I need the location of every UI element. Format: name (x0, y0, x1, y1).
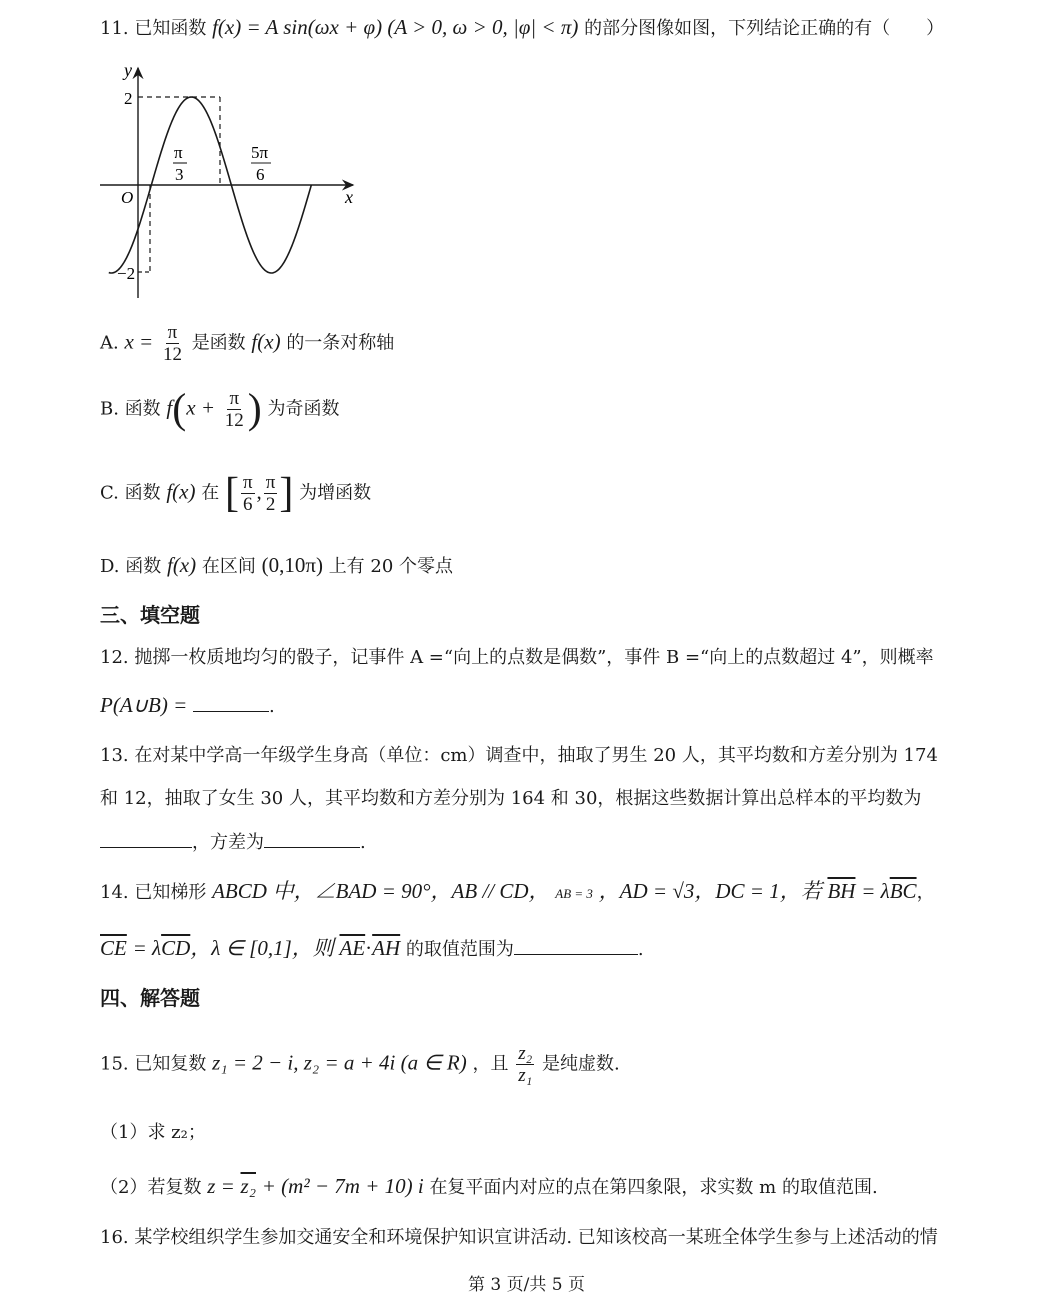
q12-end: . (269, 696, 275, 717)
option-c-in: 在 (201, 482, 220, 504)
option-b-text: 函数 (124, 398, 161, 420)
q13-line1: 13. 在对某中学高一年级学生身高（单位：cm）调查中，抽取了男生 20 人，其平均数和方差分别为 174 (100, 745, 938, 766)
bracket-open: [ (224, 470, 239, 517)
bracket-close: ] (279, 470, 294, 517)
q15-frac (516, 1043, 534, 1086)
q11-option-b (100, 388, 339, 431)
q15-part2 (100, 1173, 878, 1201)
q15-p2-z: z = (207, 1174, 235, 1198)
q15-p2-tail: 在复平面内对应的点在第四象限，求实数 m 的取值范围. (429, 1177, 878, 1198)
frac-den: 12 (162, 344, 182, 365)
y-min-label: −2 (117, 264, 136, 283)
q12-expr: P(A∪B) = (100, 693, 188, 717)
frac-den: 2 (265, 494, 276, 515)
q14-pre: 14. 已知梯形 (100, 882, 207, 903)
option-a-x: x = (124, 329, 154, 354)
vector-bc: $\overline{BC}$ (889, 879, 917, 903)
q11-formula: f(x) = A sin(ωx + φ) (A > 0, ω > 0, |φ| < π) (212, 15, 579, 39)
q14-mid2: ，λ ∈ [0,1]，则 (190, 936, 334, 960)
origin-label: O (121, 188, 134, 207)
q12-line2 (100, 692, 275, 720)
q15-p2-pre: （2）若复数 (100, 1177, 202, 1198)
y-axis-label: y (124, 60, 132, 80)
q14-mid: 中，∠BAD = 90°，AB // CD， (272, 879, 550, 903)
q14-end1: ， (916, 882, 935, 903)
tick-5pi6-den: 6 (256, 165, 265, 184)
section-solutions: 四、解答题 (100, 986, 200, 1010)
vector-ae: $\overline{AE}$ (339, 936, 366, 960)
sine-graph (95, 60, 375, 305)
option-c-text: 函数 (124, 482, 161, 504)
q15-stem (100, 1043, 620, 1086)
frac-den: z₁ (518, 1065, 533, 1086)
q13-mean-blank[interactable] (100, 829, 192, 848)
option-a-f: f(x) (251, 329, 281, 354)
frac-num: z₂ (518, 1043, 533, 1064)
q13-variance-blank[interactable] (264, 829, 360, 848)
option-d-f: f(x) (166, 553, 197, 577)
option-a-tail: 的一条对称轴 (286, 332, 395, 354)
option-c-f: f(x) (166, 479, 196, 504)
q15-expr: z₁ = 2 − i, z₂ = a + 4i (a ∈ R) (212, 1050, 467, 1075)
section-fill-blank: 三、填空题 (100, 603, 200, 627)
q14-rest: ，AD = √3，DC = 1，若 (598, 879, 822, 903)
q14-abcd: ABCD (212, 879, 267, 903)
option-c-frac1 (241, 472, 255, 515)
q13-end: . (360, 832, 366, 853)
paren-open: ( (172, 386, 187, 433)
vector-cd: $\overline{CD}$ (161, 936, 191, 960)
q15-pre: 15. 已知复数 (100, 1053, 207, 1075)
option-b-frac (223, 388, 246, 431)
tick-5pi6-num: 5π (251, 143, 269, 162)
q14-tail: 的取值范围为 (405, 939, 514, 960)
tick-pi3-num: π (174, 143, 183, 162)
vector-bh: $\overline{BH}$ (827, 879, 856, 903)
option-a-text: 是函数 (191, 332, 246, 354)
tick-pi3-den: 3 (175, 165, 184, 184)
q15-p2-zbar: z₂ (240, 1174, 256, 1198)
y-max-label: 2 (124, 89, 133, 108)
option-d-tail: 上有 20 个零点 (328, 556, 454, 577)
q14-ab-small: AB = 3 (555, 886, 593, 901)
q11-option-a (100, 322, 394, 365)
option-d-interval: (0,10π) (261, 553, 323, 577)
page-footer: 第 3 页/共 5 页 (468, 1275, 585, 1295)
q13-line2: 和 12，抽取了女生 30 人，其平均数和方差分别为 164 和 30，根据这些数据计算出总样本的平均数为 (100, 788, 922, 809)
q14-end2: . (637, 939, 644, 960)
dot-product: · (365, 936, 373, 960)
option-c-tail: 为增函数 (299, 482, 372, 504)
q12-answer-blank[interactable] (193, 693, 269, 712)
q14-lambda1: = λ (861, 879, 890, 903)
q16-line1: 16. 某学校组织学生参加交通安全和环境保护知识宣讲活动. 已知该校高一某班全体学生参与上述活动的情 (100, 1227, 938, 1248)
option-b-label: B. (100, 398, 119, 420)
option-b-x: x + (186, 395, 216, 420)
option-a-label: A. (100, 332, 119, 354)
frac-num: π (265, 472, 276, 493)
option-a-frac (161, 322, 184, 365)
option-d-label: D. (100, 556, 120, 577)
q14-line1 (100, 878, 935, 907)
option-b-tail: 为奇函数 (267, 398, 340, 420)
vector-ah: $\overline{AH}$ (372, 936, 401, 960)
frac-den: 6 (243, 494, 253, 515)
q15-tail: 是纯虚数. (541, 1053, 620, 1075)
q11-option-c (100, 472, 371, 515)
q14-lambda2: = λ (132, 936, 162, 960)
x-axis-label: x (345, 187, 353, 207)
option-c-frac2 (264, 472, 278, 515)
q14-answer-blank[interactable] (514, 936, 638, 955)
vector-ce: $\overline{CE}$ (100, 936, 127, 960)
q12-line1: 12. 抛掷一枚质地均匀的骰子，记事件 A =“向上的点数是偶数”，事件 B =“向上的点数超过 4”，则概率 (100, 647, 934, 668)
option-d-mid: 在区间 (201, 556, 256, 577)
q15-mid: ，且 (472, 1053, 509, 1075)
option-b-f: f (166, 395, 173, 420)
frac-num: π (167, 322, 178, 343)
paren-close: ) (247, 386, 262, 433)
q13-line3 (100, 829, 366, 856)
comma: , (256, 479, 262, 504)
q13-mid: ，方差为 (192, 832, 264, 853)
option-d-text: 函数 (125, 556, 162, 577)
q11-stem-suffix: 的部分图像如图，下列结论正确的有（ ） (584, 18, 945, 39)
option-c-label: C. (100, 482, 119, 504)
q11-option-d (100, 552, 453, 580)
q14-line2 (100, 935, 644, 963)
frac-num: π (242, 472, 253, 493)
q15-part1: （1）求 z₂； (100, 1122, 206, 1143)
q11-stem-prefix: 11. 已知函数 (100, 18, 207, 39)
frac-den: 12 (224, 410, 244, 431)
frac-num: π (229, 388, 240, 409)
q11-stem (100, 14, 944, 42)
q15-p2-expr: + (m² − 7m + 10) i (261, 1174, 424, 1198)
